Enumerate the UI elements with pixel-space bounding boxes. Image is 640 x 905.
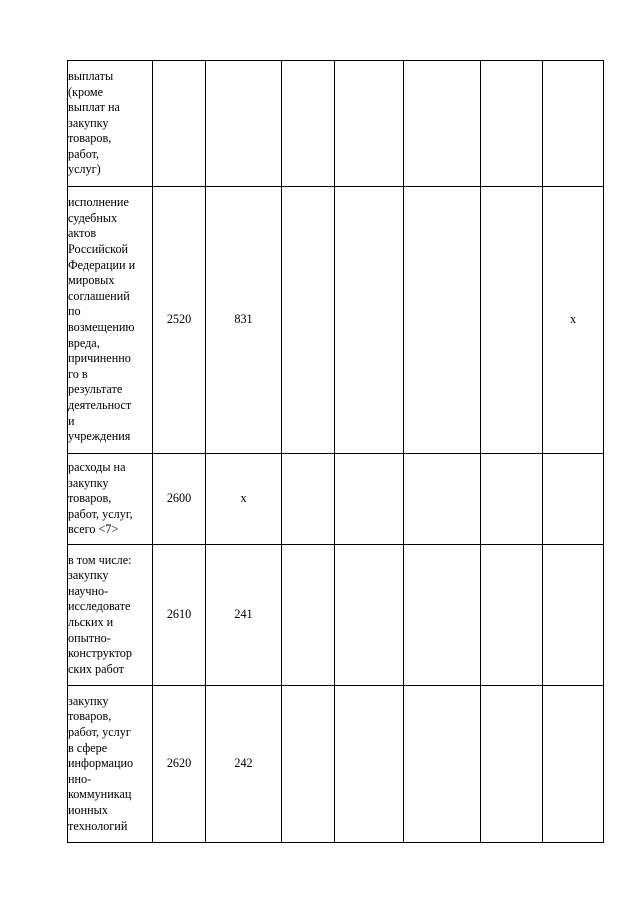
table-row [68, 454, 604, 545]
row-code-cell: 2620 [153, 686, 206, 843]
empty-cell [282, 545, 335, 686]
row-kbk-cell: 241 [206, 545, 282, 686]
table-row [68, 61, 604, 187]
empty-cell [335, 187, 404, 454]
empty-cell [282, 187, 335, 454]
row-name-cell: исполнение судебных актов Российской Федерации и мировых соглашений по возмещению вреда, причиненно го в результате деятельност и учреждения [68, 187, 153, 454]
row-last-cell: x [543, 187, 604, 454]
empty-cell [282, 61, 335, 187]
empty-cell [404, 545, 481, 686]
row-code-cell: 2520 [153, 187, 206, 454]
empty-cell [481, 187, 543, 454]
empty-cell [404, 454, 481, 545]
empty-cell [282, 454, 335, 545]
row-code-cell: 2610 [153, 545, 206, 686]
budget-table [67, 60, 604, 843]
empty-cell [404, 686, 481, 843]
table-row [68, 545, 604, 686]
row-kbk-cell: 242 [206, 686, 282, 843]
row-name-cell: выплаты (кроме выплат на закупку товаров, работ, услуг) [68, 61, 153, 187]
row-last-cell [543, 545, 604, 686]
row-last-cell [543, 61, 604, 187]
row-last-cell [543, 686, 604, 843]
row-code-cell [153, 61, 206, 187]
empty-cell [481, 545, 543, 686]
empty-cell [481, 686, 543, 843]
empty-cell [282, 686, 335, 843]
empty-cell [335, 61, 404, 187]
empty-cell [404, 61, 481, 187]
table-row [68, 187, 604, 454]
row-name-cell: закупку товаров, работ, услуг в сфере информацио нно- коммуникац ионных технологий [68, 686, 153, 843]
table-row [68, 686, 604, 843]
row-kbk-cell: 831 [206, 187, 282, 454]
empty-cell [481, 454, 543, 545]
row-name-cell: в том числе: закупку научно- исследовате льских и опытно- конструктор ских работ [68, 545, 153, 686]
empty-cell [481, 61, 543, 187]
row-last-cell [543, 454, 604, 545]
row-kbk-cell [206, 61, 282, 187]
empty-cell [335, 454, 404, 545]
empty-cell [404, 187, 481, 454]
row-code-cell: 2600 [153, 454, 206, 545]
empty-cell [335, 686, 404, 843]
row-kbk-cell: x [206, 454, 282, 545]
empty-cell [335, 545, 404, 686]
row-name-cell: расходы на закупку товаров, работ, услуг, всего <7> [68, 454, 153, 545]
